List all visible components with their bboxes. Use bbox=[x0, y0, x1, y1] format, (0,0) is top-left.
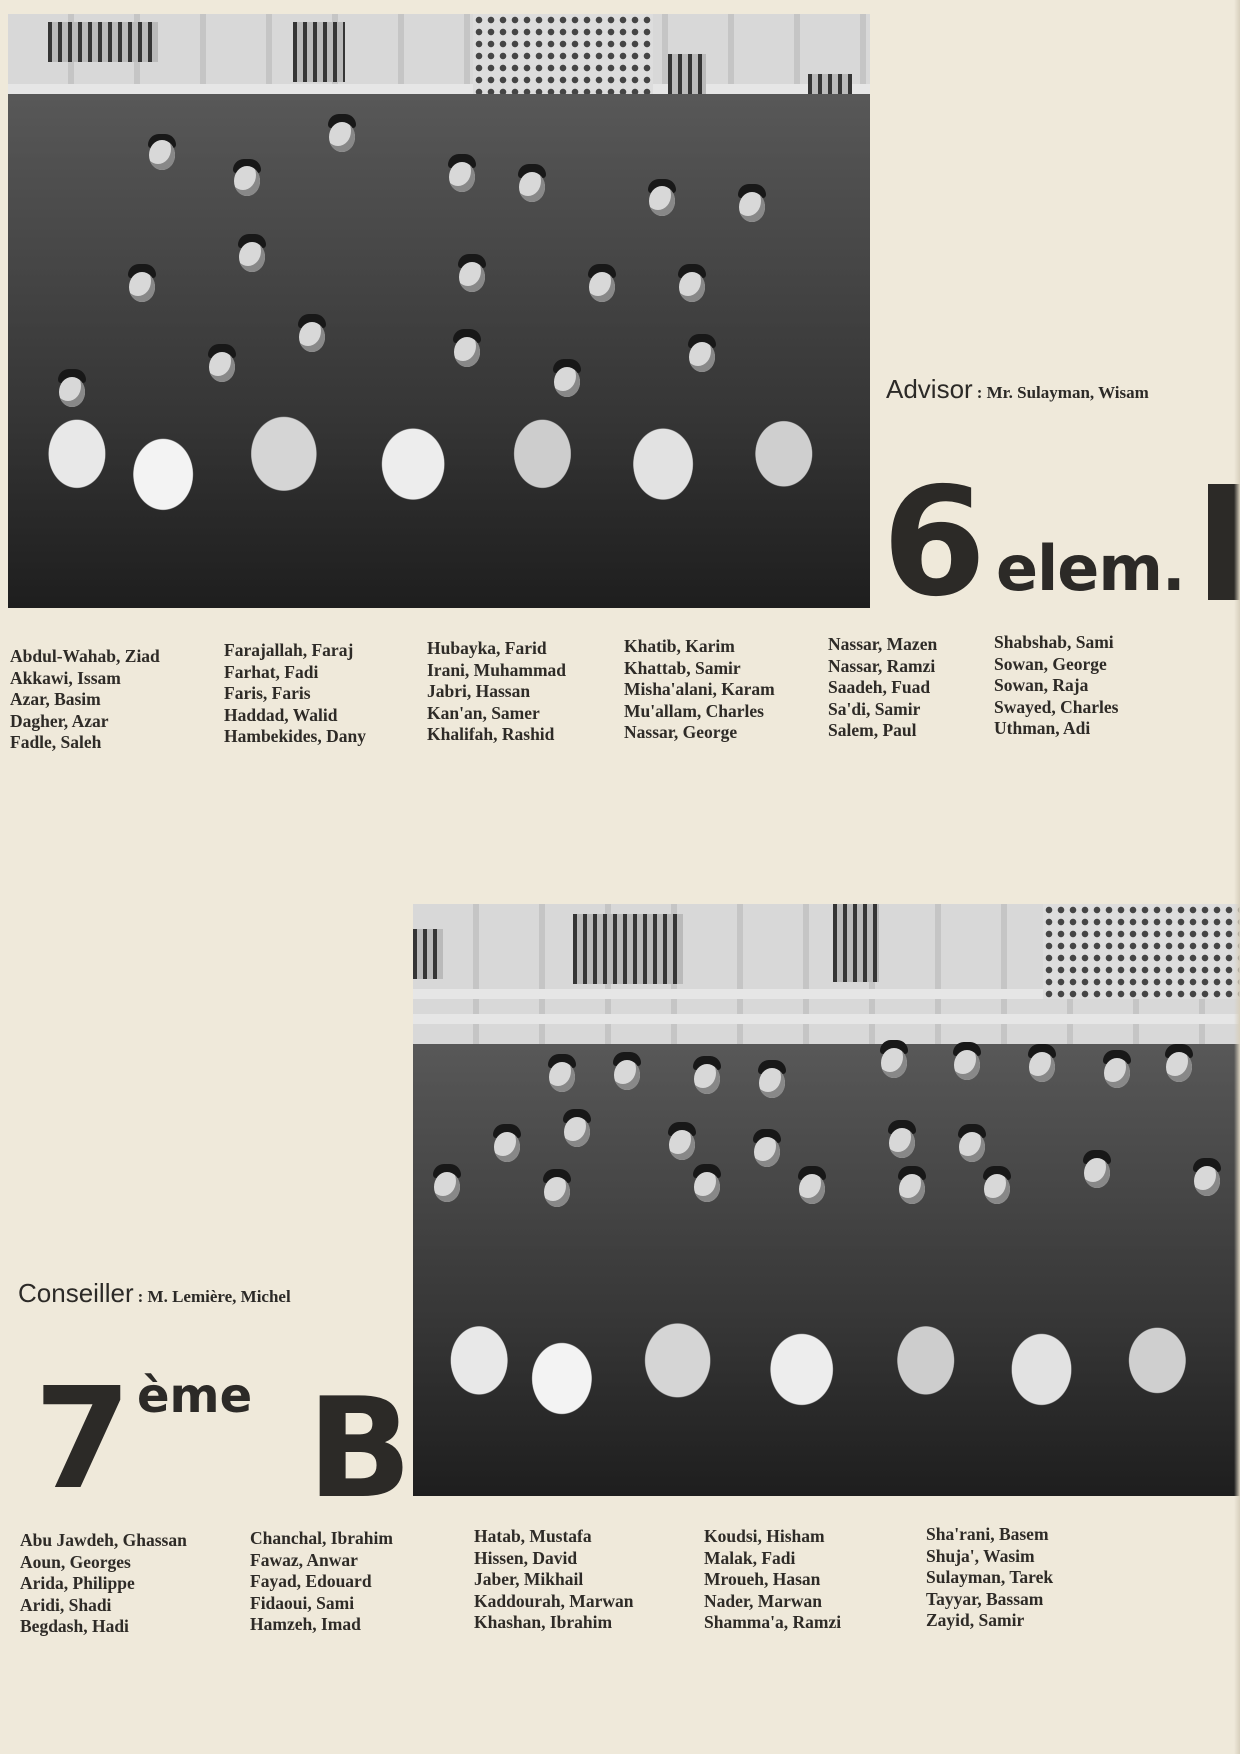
advisor-name: : Mr. Sulayman, Wisam bbox=[976, 383, 1149, 402]
student-name: Kan'an, Samer bbox=[427, 702, 540, 723]
student-name: Khashan, Ibrahim bbox=[474, 1612, 613, 1632]
student-name: Irani, Muhammad bbox=[427, 659, 567, 680]
advisor-name: : M. Lemière, Michel bbox=[137, 1287, 291, 1306]
student-name: Sulayman, Tarek bbox=[926, 1567, 1054, 1587]
student-name: Shamma'a, Ramzi bbox=[704, 1612, 842, 1632]
student-name: Hissen, David bbox=[474, 1547, 578, 1568]
class-6-names-col-1 bbox=[10, 646, 160, 754]
student-name: Akkawi, Issam bbox=[10, 667, 121, 688]
student-name: Abdul-Wahab, Ziad bbox=[10, 646, 160, 666]
student-name: Hubayka, Farid bbox=[427, 638, 547, 658]
student-name: Hatab, Mustafa bbox=[474, 1526, 592, 1546]
student-name: Fadle, Saleh bbox=[10, 732, 102, 752]
class-6-names-col-3 bbox=[427, 638, 566, 746]
student-name: Mu'allam, Charles bbox=[624, 700, 764, 721]
student-name: Khattab, Samir bbox=[624, 657, 741, 678]
student-name: Arida, Philippe bbox=[20, 1573, 135, 1593]
page-edge bbox=[1234, 0, 1240, 1754]
class-6-names-col-4 bbox=[624, 636, 775, 744]
student-name: Uthman, Adi bbox=[994, 718, 1091, 738]
student-name: Abu Jawdeh, Ghassan bbox=[20, 1530, 187, 1550]
student-name: Aridi, Shadi bbox=[20, 1594, 112, 1615]
student-name: Shabshab, Sami bbox=[994, 632, 1114, 652]
class-6-names-col-5 bbox=[828, 634, 937, 742]
student-name: Swayed, Charles bbox=[994, 696, 1119, 717]
student-name: Kaddourah, Marwan bbox=[474, 1590, 634, 1611]
student-name: Jabri, Hassan bbox=[427, 681, 531, 701]
student-name: Shuja', Wasim bbox=[926, 1545, 1035, 1566]
student-name: Sha'rani, Basem bbox=[926, 1524, 1049, 1544]
student-name: Jaber, Mikhail bbox=[474, 1569, 584, 1589]
student-name: Saadeh, Fuad bbox=[828, 677, 931, 697]
class-7-names-col-4 bbox=[704, 1526, 841, 1634]
student-name: Farajallah, Faraj bbox=[224, 640, 354, 660]
class-7-names-col-3 bbox=[474, 1526, 633, 1634]
student-name: Nassar, Mazen bbox=[828, 634, 938, 654]
student-name: Tayyar, Bassam bbox=[926, 1588, 1044, 1609]
advisor-label: Advisor bbox=[886, 374, 973, 404]
student-name: Chanchal, Ibrahim bbox=[250, 1528, 393, 1548]
class-7-advisor bbox=[18, 1278, 291, 1309]
class-6-advisor bbox=[886, 374, 1149, 405]
class-7-title-letter: B bbox=[307, 1368, 413, 1529]
class-6-title-number: 6 bbox=[882, 456, 983, 630]
class-7-title-number: 7 bbox=[34, 1358, 132, 1521]
class-7-group-photo bbox=[413, 904, 1240, 1496]
student-name: Azar, Basim bbox=[10, 689, 101, 709]
student-name: Sowan, Raja bbox=[994, 675, 1089, 695]
student-name: Haddad, Walid bbox=[224, 704, 338, 725]
student-name: Farhat, Fadi bbox=[224, 661, 319, 682]
class-7-names-col-5 bbox=[926, 1524, 1053, 1632]
advisor-label: Conseiller bbox=[18, 1278, 134, 1308]
student-name: Nader, Marwan bbox=[704, 1590, 822, 1611]
class-7-names-col-2 bbox=[250, 1528, 393, 1636]
student-name: Hambekides, Dany bbox=[224, 726, 366, 746]
student-name: Nassar, George bbox=[624, 722, 738, 742]
class-6-group-photo bbox=[8, 14, 870, 608]
student-name: Khatib, Karim bbox=[624, 636, 735, 656]
class-6-names-col-6 bbox=[994, 632, 1118, 740]
student-name: Sa'di, Samir bbox=[828, 698, 921, 719]
student-name: Fidaoui, Sami bbox=[250, 1592, 355, 1613]
student-name: Salem, Paul bbox=[828, 720, 917, 740]
class-7-names-col-1 bbox=[20, 1530, 187, 1638]
student-name: Misha'alani, Karam bbox=[624, 679, 775, 699]
student-name: Sowan, George bbox=[994, 653, 1107, 674]
student-name: Koudsi, Hisham bbox=[704, 1526, 825, 1546]
student-name: Hamzeh, Imad bbox=[250, 1614, 361, 1634]
student-name: Faris, Faris bbox=[224, 683, 311, 703]
class-7-title-superscript: ème bbox=[137, 1368, 253, 1424]
student-name: Aoun, Georges bbox=[20, 1551, 131, 1572]
student-name: Dagher, Azar bbox=[10, 710, 109, 731]
student-name: Khalifah, Rashid bbox=[427, 724, 555, 744]
student-name: Fayad, Edouard bbox=[250, 1571, 372, 1591]
class-6-title-text: elem. bbox=[996, 532, 1185, 605]
student-name: Fawaz, Anwar bbox=[250, 1549, 358, 1570]
student-name: Zayid, Samir bbox=[926, 1610, 1025, 1630]
student-name: Begdash, Hadi bbox=[20, 1616, 129, 1636]
student-name: Nassar, Ramzi bbox=[828, 655, 936, 676]
student-name: Mroueh, Hasan bbox=[704, 1569, 821, 1589]
class-6-names-col-2 bbox=[224, 640, 366, 748]
student-name: Malak, Fadi bbox=[704, 1547, 796, 1568]
